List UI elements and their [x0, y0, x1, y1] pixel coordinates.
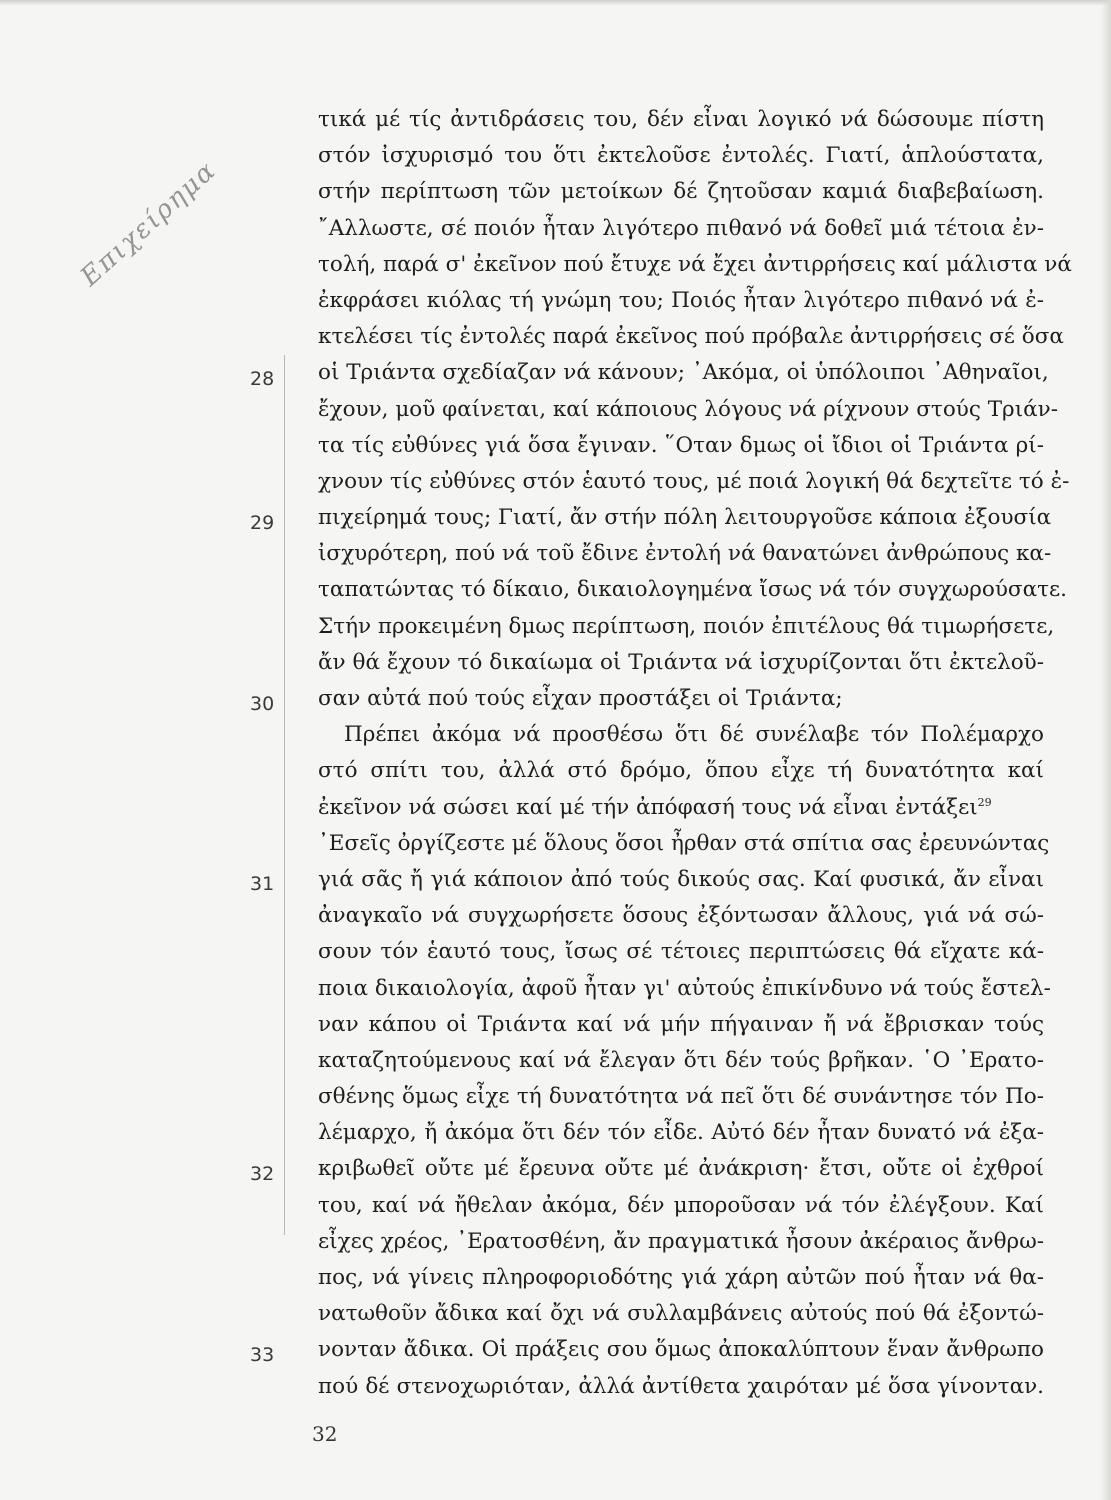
- text-line: σθένης ὅμως εἶχε τή δυνατότητα νά πεῖ ὅτι δέ συνάντησε τόν Πο-: [318, 1084, 1044, 1110]
- text-line: ῎Αλλωστε, σέ ποιόν ἦταν λιγότερο πιθανό νά δοθεῖ μιά τέτοια ἐν-: [318, 215, 1044, 241]
- text-line: ποια δικαιολογία, ἀφοῦ ἦταν γι' αὐτούς ἐπικίνδυνο νά τούς ἔστελ-: [318, 975, 1051, 1001]
- text-line: Στήν προκειμένη δμως περίπτωση, ποιόν ἐπιτέλους θά τιμωρήσετε,: [318, 613, 1055, 639]
- text-line: ἰσχυρότερη, πού νά τοῦ ἔδινε ἐντολή νά θανατώνει ἀνθρώπους κα-: [318, 541, 1052, 567]
- text-line: στόν ἰσχυρισμό του ὅτι ἐκτελοῦσε ἐντολές. Γιατί, ἁπλούστατα,: [318, 143, 1044, 169]
- text-line: ἔχουν, μοῦ φαίνεται, καί κάποιους λόγους νά ρίχνουν στούς Τριάν-: [318, 396, 1058, 422]
- page-number: 32: [312, 1422, 338, 1446]
- text-line: ἐκεῖνον νά σώσει καί μέ τήν ἀπόφασή τους νά εἶναι ἐντάξει: [318, 794, 978, 820]
- text-line: κτελέσει τίς ἐντολές παρά ἐκεῖνος πού πρόβαλε ἀντιρρήσεις σέ ὅσα: [318, 324, 1064, 350]
- page-edge-shadow: [0, 0, 1111, 6]
- section-marker-30: 30: [250, 693, 275, 715]
- text-line: τα τίς εὐθύνες γιά ὅσα ἔγιναν. ῞Οταν δμως οἱ ἴδιοι οἱ Τριάντα ρί-: [318, 432, 1044, 458]
- body-text: [318, 102, 1072, 1405]
- text-line: χνουν τίς εὐθύνες στόν ἑαυτό τους, μέ ποιά λογική θά δεχτεῖτε τό ἐ-: [318, 468, 1070, 494]
- text-line: νατωθοῦν ἄδικα καί ὄχι νά συλλαμβάνεις αὐτούς πού θά ἐξοντώ-: [318, 1301, 1044, 1327]
- text-line: ἄν θά ἔχουν τό δικαίωμα οἱ Τριάντα νά ἰσχυρίζονται ὅτι ἐκτελοῦ-: [318, 649, 1044, 675]
- text-line: λέμαρχο, ἤ ἀκόμα ὅτι δέν τόν εἶδε. Αὐτό δέν ἦταν δυνατό νά ἐξα-: [318, 1120, 1044, 1146]
- text-line: σαν αὐτά πού τούς εἶχαν προστάξει οἱ Τριάντα;: [318, 686, 843, 711]
- text-line: ἐκφράσει κιόλας τή γνώμη του; Ποιός ἦταν λιγότερο πιθανό νά ἐ-: [318, 287, 1044, 313]
- handwritten-note: Επιχείρημα: [75, 155, 223, 293]
- text-line: τολή, παρά σ' ἐκεῖνον πού ἔτυχε νά ἔχει ἀντιρρήσεις καί μάλιστα νά: [318, 251, 1072, 277]
- text-line: του, καί νά ἤθελαν ἀκόμα, δέν μποροῦσαν νά τόν ἐλέγξουν. Καί: [318, 1192, 1044, 1218]
- section-marker-29: 29: [250, 512, 275, 534]
- text-line: πού δέ στενοχωριόταν, ἀλλά ἀντίθετα χαιρόταν μέ ὅσα γίνονταν.: [318, 1373, 1044, 1399]
- section-marker-28: 28: [250, 368, 275, 390]
- text-line: νονταν ἄδικα. Οἱ πράξεις σου ὅμως ἀποκαλύπτουν ἕναν ἄνθρωπο: [318, 1337, 1044, 1363]
- section-marker-32: 32: [250, 1163, 275, 1185]
- text-line: στήν περίπτωση τῶν μετοίκων δέ ζητοῦσαν καμιά διαβεβαίωση.: [318, 179, 1044, 205]
- text-line-with-footnote: [318, 790, 1044, 826]
- section-marker-31: 31: [250, 873, 275, 895]
- text-line: ταπατώντας τό δίκαιο, δικαιολογημένα ἴσως νά τόν συγχωρούσατε.: [318, 577, 1067, 603]
- text-line: καταζητούμενους καί νά ἔλεγαν ὅτι δέν τούς βρῆκαν. ῾Ο ᾿Ερατο-: [318, 1047, 1044, 1073]
- text-line: εἶχες χρέος, ᾿Ερατοσθένη, ἄν πραγματικά ἦσουν ἀκέραιος ἄνθρω-: [318, 1228, 1044, 1254]
- section-marker-33: 33: [250, 1344, 275, 1366]
- text-line: Πρέπει ἀκόμα νά προσθέσω ὅτι δέ συνέλαβε τόν Πολέμαρχο: [344, 722, 1044, 748]
- text-line: οἱ Τριάντα σχεδίαζαν νά κάνουν; ᾿Ακόμα, οἱ ὑπόλοιποι ᾿Αθηναῖοι,: [318, 360, 1049, 386]
- page-edge-shadow-right: [1101, 0, 1111, 1500]
- text-line: πιχείρημά τους; Γιατί, ἄν στήν πόλη λειτουργοῦσε κάποια ἐξουσία: [318, 505, 1052, 531]
- text-line: ἀναγκαῖο νά συγχωρήσετε ὅσους ἐξόντωσαν ἄλλους, γιά νά σώ-: [318, 903, 1044, 929]
- text-line: πος, νά γίνεις πληροφοριοδότης γιά χάρη αὐτῶν πού ἦταν νά θα-: [318, 1265, 1044, 1290]
- text-line: στό σπίτι του, ἀλλά στό δρόμο, ὅπου εἶχε τή δυνατότητα καί: [318, 758, 1044, 784]
- text-line: σουν τόν ἑαυτό τους, ἴσως σέ τέτοιες περιπτώσεις θά εἴχατε κά-: [318, 939, 1044, 965]
- text-line: κριβωθεῖ οὔτε μέ ἔρευνα οὔτε μέ ἀνάκριση· ἔτσι, οὔτε οἱ ἐχθροί: [318, 1156, 1044, 1182]
- text-line: γιά σᾶς ἤ γιά κάποιον ἀπό τούς δικούς σας. Καί φυσικά, ἄν εἶναι: [318, 866, 1044, 892]
- text-line: τικά μέ τίς ἀντιδράσεις του, δέν εἶναι λογικό νά δώσουμε πίστη: [318, 107, 1044, 132]
- handwritten-annotation: [20, 150, 240, 330]
- footnote-reference: 29: [977, 795, 992, 809]
- text-line: ᾿Εσεῖς ὀργίζεστε μέ ὅλους ὅσοι ἦρθαν στά σπίτια σας ἐρευνώντας: [318, 830, 1050, 856]
- margin-rule: [284, 355, 285, 1235]
- text-line: ναν κάπου οἱ Τριάντα καί νά μήν πήγαιναν ἤ νά ἔβρισκαν τούς: [318, 1011, 1044, 1037]
